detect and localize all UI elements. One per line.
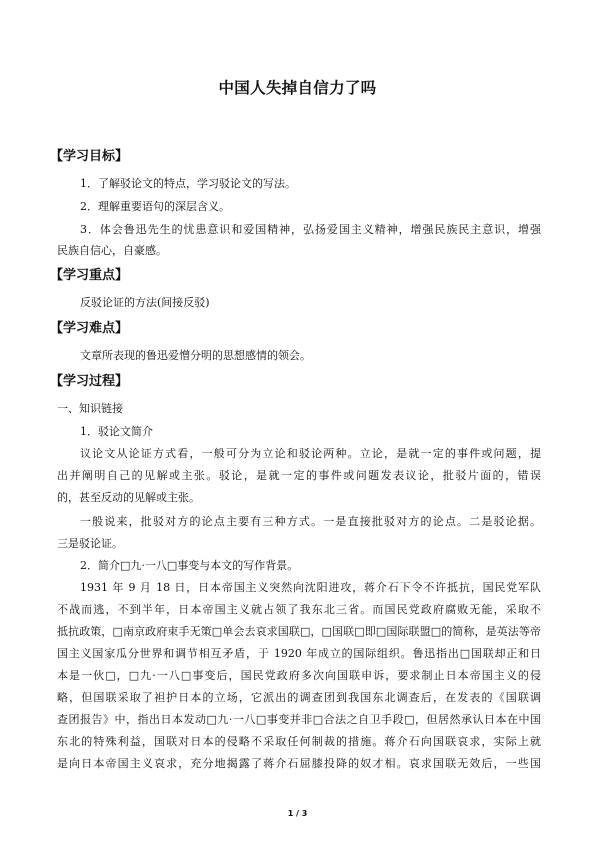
paragraph-line: 是向日本帝国主义哀求，充分地揭露了蒋介石屈膝投降的奴才相。哀求国联无效后，一些国 <box>57 757 541 770</box>
goal-item-continued: 民族自信心，自豪感。 <box>57 244 167 257</box>
heading-learning-goals: 【学习目标】 <box>50 149 129 164</box>
paragraph-line: 查团报告》中，指出日本发动□九·一八□事变并非□合法之自卫手段□，但居然承认日本在中国 <box>57 713 541 726</box>
paragraph-line: 三是驳论证。 <box>57 537 123 550</box>
paragraph-line: 本是一伙□，□九·一八□事变后，国民党政府多次向国联申诉，要求制止日本帝国主义的侵 <box>57 669 541 682</box>
goal-item: 2．理解重要语句的深层含义。 <box>80 200 230 213</box>
page-number: 1 / 3 <box>287 809 308 818</box>
goal-item: 1．了解驳论文的特点，学习驳论文的写法。 <box>80 177 296 190</box>
paragraph-line: 议论文从论证方式看，一般可分为立论和驳论两种。立论，是就一定的事件或问题，提 <box>80 447 541 460</box>
paragraph-line: 抵抗政策，□南京政府束手无策□单会去哀求国联□，□国联□即□国际联盟□的简称，是英法等帝 <box>57 625 541 638</box>
paragraph-line: 出并阐明自己的见解或主张。驳论，是就一定的事件或问题发表议论，批驳片面的，错误 <box>57 469 541 482</box>
subsection-background: 2．简介□九·一八□事变与本文的写作背景。 <box>80 559 299 572</box>
subsection-rebuttal-intro: 1．驳论文简介 <box>80 425 153 438</box>
section-knowledge-links: 一、知识链接 <box>57 402 123 415</box>
paragraph-line: 东北的特殊利益，国联对日本的侵略不采取任何制裁的措施。蒋介石向国联哀求，实际上就 <box>57 735 541 748</box>
paragraph-line: 一般说来，批驳对方的论点主要有三种方式。一是直接批驳对方的论点。二是驳论据。 <box>80 515 541 528</box>
heading-learning-process: 【学习过程】 <box>50 374 129 389</box>
paragraph-line: 略，但国联采取了袒护日本的立场，它派出的调查团到我国东北调查后，在发表的《国联调 <box>57 691 541 704</box>
key-point-text: 反驳论证的方法(间接反驳) <box>80 296 210 309</box>
heading-difficulties: 【学习难点】 <box>50 321 129 336</box>
paragraph-line: 的，甚至反动的见解或主张。 <box>57 491 200 504</box>
paragraph-line: 国主义国家瓜分世界和调节相互矛盾，于 1920 年成立的国际组织。鲁迅指出□国联却正和日 <box>57 647 541 660</box>
document-title: 中国人失掉自信力了吗 <box>218 79 377 97</box>
heading-key-points: 【学习重点】 <box>50 268 129 283</box>
goal-item: 3．体会鲁迅先生的忧患意识和爱国精神，弘扬爱国主义精神，增强民族民主意识，增强 <box>80 223 541 236</box>
paragraph-line: 1931 年 9 月 18 日，日本帝国主义突然向沈阳进攻，蒋介石下令不许抵抗，国民党军队 <box>80 581 541 594</box>
paragraph-line: 不战而逃，不到半年，日本帝国主义就占领了我东北三省。而国民党政府腐败无能，采取不 <box>57 603 541 616</box>
difficulty-text: 文章所表现的鲁迅爱憎分明的思想感情的领会。 <box>80 349 311 362</box>
